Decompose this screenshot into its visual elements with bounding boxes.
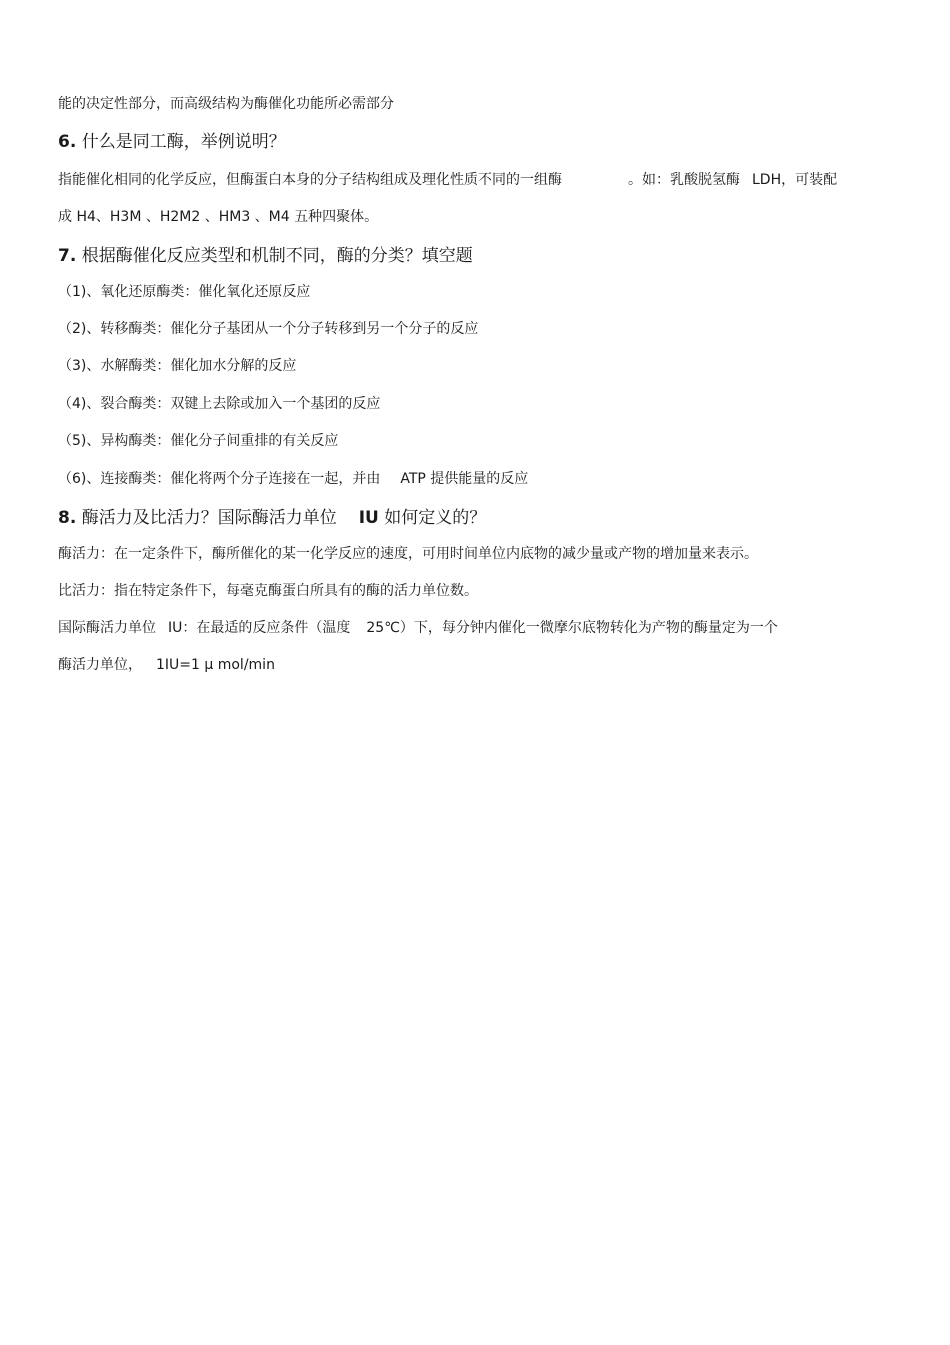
- enzyme-class-5: （5)、异构酶类：催化分子间重排的有关反应: [58, 433, 339, 449]
- class-text: ATP 提供能量的反应: [400, 471, 529, 487]
- answer-6-line-1: [58, 170, 837, 190]
- question-text-iu: IU: [358, 508, 379, 528]
- answer-text: 国际酶活力单位: [58, 620, 156, 636]
- answer-8-specific-activity: 比活力：指在特定条件下，每毫克酶蛋白所具有的酶的活力单位数。: [58, 583, 478, 599]
- paragraph-continuation: 能的决定性部分，而高级结构为酶催化功能所必需部分: [58, 96, 394, 112]
- enzyme-class-1: （1)、氧化还原酶类：催化氧化还原反应: [58, 284, 311, 300]
- answer-text: 酶活力单位，: [58, 657, 142, 673]
- answer-text: 25℃）下，每分钟内催化一微摩尔底物转化为产物的酶量定为一个: [366, 620, 778, 636]
- answer-6-line-2: 成 H4、H3M 、H2M2 、HM3 、M4 五种四聚体。: [58, 209, 379, 225]
- class-text: （6)、连接酶类：催化将两个分子连接在一起，并由: [58, 471, 381, 487]
- question-number: 7.: [58, 246, 77, 266]
- answer-text: 。如：乳酸脱氢酶: [628, 172, 740, 188]
- answer-8-enzyme-activity: 酶活力：在一定条件下，酶所催化的某一化学反应的速度，可用时间单位内底物的减少量或产物的增加量来表示。: [58, 546, 758, 562]
- question-number: 8.: [58, 508, 77, 528]
- question-text: 什么是同工酶，举例说明？: [81, 132, 286, 152]
- question-7-heading: [58, 245, 473, 267]
- question-text: 根据酶催化反应类型和机制不同，酶的分类？填空题: [81, 246, 473, 266]
- answer-text: 1IU=1 μ mol/min: [156, 657, 275, 673]
- enzyme-class-3: （3)、水解酶类：催化加水分解的反应: [58, 358, 297, 374]
- enzyme-class-4: （4)、裂合酶类：双键上去除或加入一个基团的反应: [58, 396, 381, 412]
- enzyme-class-6: [58, 469, 528, 489]
- question-text: 酶活力及比活力？国际酶活力单位: [81, 508, 337, 528]
- enzyme-class-2: （2)、转移酶类：催化分子基团从一个分子转移到另一个分子的反应: [58, 321, 479, 337]
- answer-text: IU：在最适的反应条件（温度: [168, 620, 351, 636]
- question-number: 6.: [58, 132, 77, 152]
- answer-text: LDH，可装配: [752, 172, 838, 188]
- answer-text: 指能催化相同的化学反应，但酶蛋白本身的分子结构组成及理化性质不同的一组酶: [58, 172, 562, 188]
- question-text: 如何定义的？: [384, 508, 487, 528]
- question-6-heading: [58, 131, 286, 153]
- answer-8-iu-definition-line-2: [58, 655, 275, 675]
- answer-8-iu-definition-line-1: [58, 618, 778, 638]
- question-8-heading: [58, 507, 486, 529]
